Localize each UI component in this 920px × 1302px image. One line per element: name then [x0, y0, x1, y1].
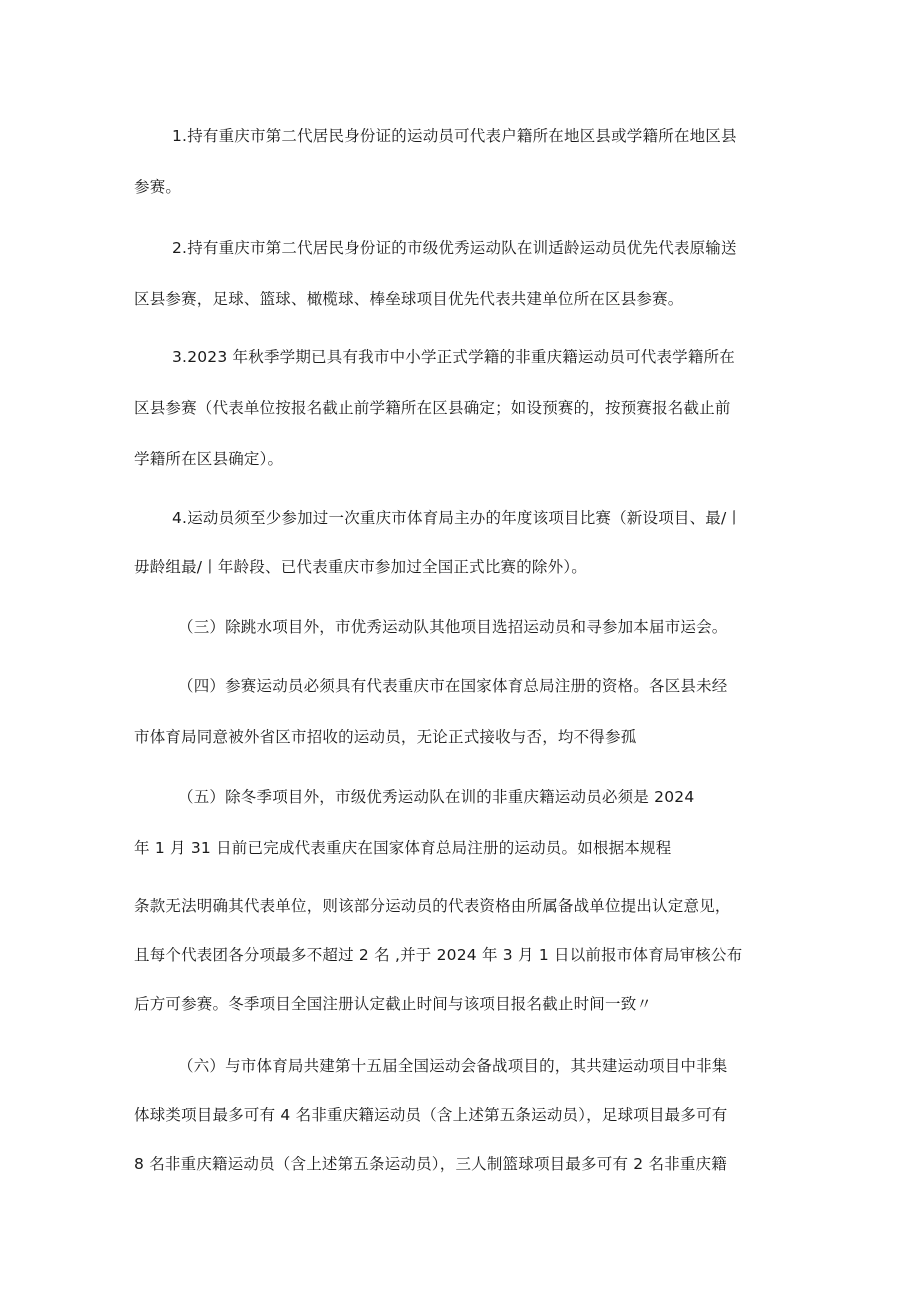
section-4-line-2: 市体育局同意被外省区市招收的运动员，无论正式接收与否，均不得参孤: [134, 728, 637, 746]
section-5-line-4: 且每个代表团各分项最多不超过 2 名 ,并于 2024 年 3 月 1 日以前报市体育局审核公布: [134, 946, 743, 964]
item-3-line-1: 3.2023 年秋季学期已具有我市中小学正式学籍的非重庆籍运动员可代表学籍所在: [172, 348, 735, 366]
section-5-line-1: （五）除冬季项目外，市级优秀运动队在训的非重庆籍运动员必须是 2024: [178, 788, 695, 806]
item-1-line-1: 1.持有重庆市第二代居民身份证的运动员可代表户籍所在地区县或学籍所在地区县: [172, 127, 737, 145]
section-5-line-3: 条款无法明确其代表单位，则该部分运动员的代表资格由所属备战单位提出认定意见，: [134, 897, 731, 915]
item-3-line-3: 学籍所在区县确定）。: [134, 450, 284, 468]
section-6-line-3: 8 名非重庆籍运动员（含上述第五条运动员），三人制篮球项目最多可有 2 名非重庆籍: [134, 1155, 727, 1173]
item-1-line-2: 参赛。: [134, 178, 182, 196]
section-4-line-1: （四）参赛运动员必须具有代表重庆市在国家体育总局注册的资格。各区县未经: [178, 677, 728, 695]
section-5-line-2: 年 1 月 31 日前已完成代表重庆在国家体育总局注册的运动员。如根据本规程: [134, 839, 672, 857]
item-2-line-2: 区县参赛，足球、篮球、橄榄球、棒垒球项目优先代表共建单位所在区县参赛。: [134, 290, 684, 308]
item-4-line-1: 4.运动员须至少参加过一次重庆市体育局主办的年度该项目比赛（新设项目、最/丨: [172, 509, 743, 527]
section-6-line-1: （六）与市体育局共建第十五届全国运动会备战项目的，其共建运动项目中非集: [178, 1057, 728, 1075]
item-2-line-1: 2.持有重庆市第二代居民身份证的市级优秀运动队在训适龄运动员优先代表原输送: [172, 239, 737, 257]
item-4-line-2: 毋龄组最/丨年龄段、已代表重庆市参加过全国正式比赛的除外）。: [134, 558, 587, 576]
section-5-line-5: 后方可参赛。冬季项目全国注册认定截止时间与该项目报名截止时间一致〃: [134, 995, 653, 1013]
section-3-line-1: （三）除跳水项目外，市优秀运动队其他项目选招运动员和寻参加本届市运会。: [178, 618, 728, 636]
item-3-line-2: 区县参赛（代表单位按报名截止前学籍所在区县确定；如设预赛的，按预赛报名截止前: [134, 399, 731, 417]
section-6-line-2: 体球类项目最多可有 4 名非重庆籍运动员（含上述第五条运动员），足球项目最多可有: [134, 1106, 728, 1124]
